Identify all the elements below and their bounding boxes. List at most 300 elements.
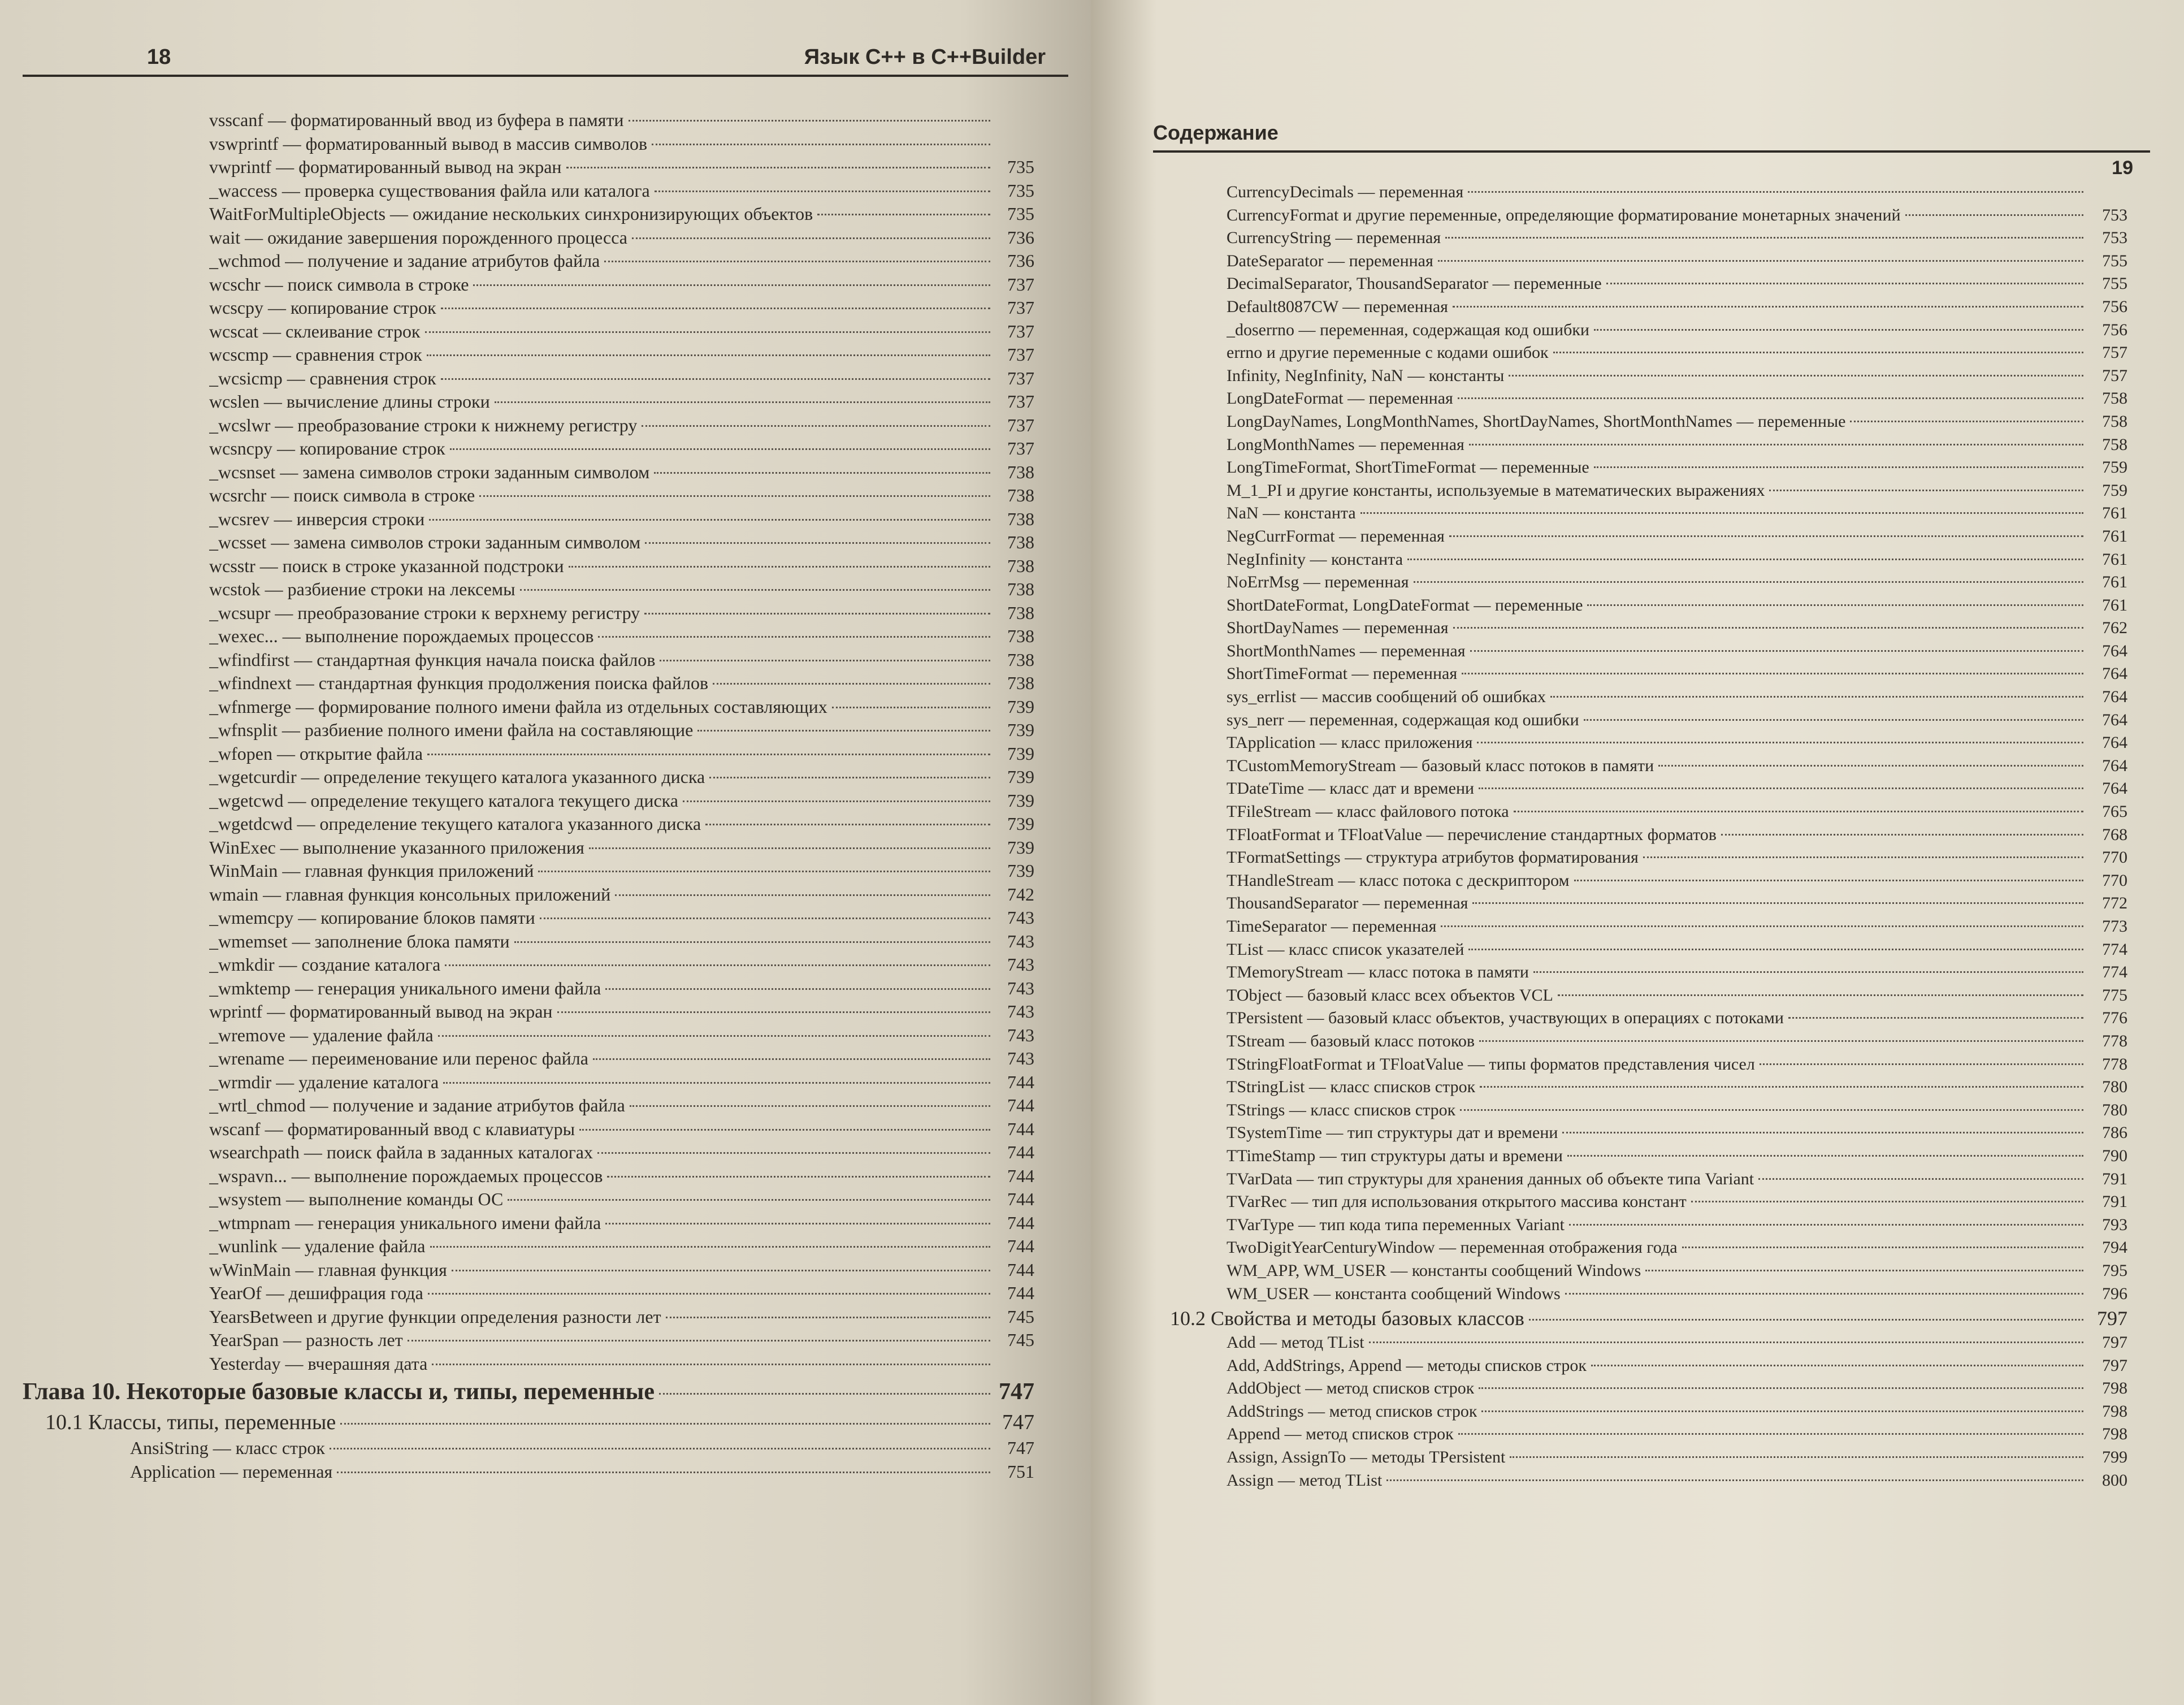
leader-dots (569, 566, 990, 568)
toc-entry (209, 508, 1034, 531)
toc-entry (1227, 479, 2127, 503)
toc-entry-page: 735 (1007, 157, 1034, 177)
toc-entry (1227, 800, 2127, 824)
toc-entry (1227, 1053, 2127, 1076)
toc-entry-page: 738 (1007, 626, 1034, 646)
toc-entry-page: 795 (2102, 1261, 2127, 1280)
toc-entry-page: 747 (1002, 1410, 1034, 1434)
leader-dots (607, 1176, 990, 1178)
toc-entry (1227, 1236, 2127, 1260)
leader-dots (1514, 811, 2083, 812)
toc-entry-label: vsscanf — форматированный ввод из буфера в памяти (209, 110, 624, 130)
toc-entry-page: 744 (1007, 1071, 1034, 1092)
toc-entry-page: 764 (2102, 710, 2127, 729)
toc-entry-page: 761 (2102, 595, 2127, 615)
toc-entry-label: TObject — базовый класс всех объектов VCL (1227, 985, 1553, 1005)
toc-entry-label: TFormatSettings — структура атрибутов форматирования (1227, 848, 1639, 867)
toc-entry-label: _wcsrev — инверсия строки (209, 508, 425, 529)
left-toc-list (23, 109, 1068, 1483)
toc-entry-label: TVarRec — тип для использования открытого массива констант (1227, 1192, 1687, 1211)
toc-entry-page: 739 (1007, 743, 1034, 764)
toc-entry (1227, 365, 2127, 388)
toc-entry-page: 743 (1007, 1024, 1034, 1045)
leader-dots (1769, 490, 2083, 491)
leader-dots (655, 191, 990, 192)
toc-entry-page: 758 (2102, 389, 2127, 408)
toc-entry-page: 778 (2102, 1054, 2127, 1074)
toc-entry (1227, 915, 2127, 938)
toc-entry (1227, 892, 2127, 915)
toc-entry (209, 672, 1034, 695)
toc-entry-label: _wtmpnam — генерация уникального имени файла (209, 1212, 601, 1233)
leader-dots (1445, 237, 2083, 239)
toc-entry-page: 743 (1007, 1048, 1034, 1068)
leader-dots (630, 1105, 990, 1107)
leader-dots (340, 1423, 990, 1425)
toc-entry-page: 744 (1007, 1142, 1034, 1162)
toc-entry-label: TCustomMemoryStream — базовый класс потоков в памяти (1227, 756, 1654, 775)
toc-entry-page: 799 (2102, 1448, 2127, 1467)
leader-dots (428, 1293, 990, 1295)
toc-entry (1227, 938, 2127, 962)
leader-dots (1369, 1342, 2083, 1343)
toc-entry-label: _wfindfirst — стандартная функция начала поиска файлов (209, 649, 656, 670)
section-heading (1170, 1305, 2127, 1331)
leader-dots (593, 1058, 990, 1060)
leader-dots (1569, 1224, 2083, 1226)
toc-entry (1227, 594, 2127, 617)
toc-entry (1227, 319, 2127, 342)
leader-dots (1438, 260, 2083, 262)
toc-entry (1227, 1007, 2127, 1030)
toc-entry-page: 743 (1007, 954, 1034, 975)
leader-dots (540, 918, 990, 919)
leader-dots (579, 1129, 990, 1131)
toc-entry-label: AddObject — метод списков строк (1227, 1379, 1475, 1398)
toc-entry (209, 625, 1034, 648)
leader-dots (1594, 466, 2083, 468)
toc-entry-page: 738 (1007, 602, 1034, 623)
toc-entry-label: wcscpy — копирование строк (209, 297, 436, 318)
leader-dots (1533, 971, 2083, 973)
leader-dots (1587, 604, 2083, 606)
toc-entry (209, 1000, 1034, 1024)
toc-entry (209, 1071, 1034, 1094)
toc-entry-page: 738 (1007, 532, 1034, 552)
toc-entry-page: 793 (2102, 1215, 2127, 1234)
toc-entry-page: 739 (1007, 696, 1034, 717)
toc-entry (1227, 296, 2127, 319)
leader-dots (1477, 742, 2083, 743)
leader-dots (1462, 673, 2083, 674)
toc-entry-label: DecimalSeparator, ThousandSeparator — переменные (1227, 274, 1602, 293)
toc-entry-label: Application — переменная (130, 1461, 333, 1482)
toc-entry-page: 737 (1007, 297, 1034, 318)
leader-dots (629, 120, 990, 122)
toc-entry-label: TPersistent — базовый класс объектов, участвующих в операциях с потоками (1227, 1009, 1784, 1028)
leader-dots (660, 660, 990, 661)
leader-dots (1441, 925, 2083, 927)
toc-entry (209, 930, 1034, 954)
toc-entry (209, 484, 1034, 508)
toc-entry (1227, 663, 2127, 686)
toc-entry (209, 226, 1034, 250)
toc-entry-label: _wgetcwd — определение текущего каталога текущего диска (209, 790, 678, 811)
leader-dots (1788, 1017, 2083, 1019)
toc-entry (1227, 686, 2127, 709)
toc-entry-label: wcsrchr — поиск символа в строке (209, 485, 475, 505)
toc-entry-label: _wgetdcwd — определение текущего каталога указанного диска (209, 813, 701, 834)
toc-entry-label: TwoDigitYearCenturyWindow — переменная отображения года (1227, 1238, 1678, 1257)
leader-dots (538, 871, 990, 872)
toc-entry-page: 737 (1007, 321, 1034, 341)
toc-entry (209, 859, 1034, 883)
leader-dots (705, 824, 990, 825)
toc-entry (1227, 1331, 2127, 1355)
toc-entry-label: _wfindnext — стандартная функция продолжения поиска файлов (209, 673, 709, 693)
leader-dots (473, 284, 990, 286)
toc-entry (209, 109, 1034, 132)
leader-dots (1509, 375, 2083, 377)
toc-entry-label: CurrencyFormat и другие переменные, определяющие форматирование монетарных значений (1227, 205, 1901, 224)
toc-entry-label: wcslen — вычисление длины строки (209, 391, 490, 412)
leader-dots (1721, 834, 2083, 836)
toc-entry (1227, 204, 2127, 227)
toc-entry-label: _wexec... — выполнение порождаемых процессов (209, 626, 594, 646)
toc-entry (1227, 1469, 2127, 1492)
leader-dots (1691, 1201, 2083, 1202)
toc-entry-page: 761 (2102, 549, 2127, 569)
toc-entry-page: 743 (1007, 1001, 1034, 1022)
toc-entry (1227, 387, 2127, 410)
toc-entry (209, 1047, 1034, 1071)
toc-entry (209, 437, 1034, 461)
leader-dots (1479, 1387, 2083, 1389)
toc-entry (1227, 434, 2127, 457)
toc-entry-label: sys_nerr — переменная, содержащая код ошибки (1227, 710, 1579, 729)
toc-entry-page: 753 (2102, 228, 2127, 248)
toc-entry-label: WM_APP, WM_USER — константы сообщений Windows (1227, 1261, 1641, 1280)
toc-entry-page: 738 (1007, 673, 1034, 693)
toc-entry-label: TApplication — класс приложения (1227, 733, 1473, 752)
toc-entry-label: Yesterday — вчерашняя дата (209, 1353, 428, 1374)
toc-entry-label: LongDayNames, LongMonthNames, ShortDayNames, ShortMonthNames — переменные (1227, 412, 1846, 431)
right-page-number: 19 (2112, 157, 2133, 179)
toc-entry-label: _wsystem — выполнение команды ОС (209, 1189, 504, 1209)
toc-entry-label: wcsstr — поиск в строке указанной подстроки (209, 555, 564, 576)
toc-entry-label: CurrencyDecimals — переменная (1227, 183, 1464, 201)
toc-entry-label: 10.1 Классы, типы, переменные (45, 1410, 336, 1434)
toc-entry (209, 812, 1034, 836)
toc-entry-label: TTimeStamp — тип структуры даты и времени (1227, 1146, 1563, 1165)
toc-entry-page: 745 (1007, 1306, 1034, 1327)
toc-entry (1227, 1423, 2127, 1446)
toc-entry (209, 249, 1034, 273)
toc-entry-label: _wrmdir — удаление каталога (209, 1071, 439, 1092)
toc-entry-label: _wmemset — заполнение блока памяти (209, 931, 510, 951)
toc-entry (1227, 227, 2127, 250)
leader-dots (654, 472, 990, 474)
section-heading (45, 1408, 1034, 1436)
leader-dots (1850, 421, 2083, 422)
toc-entry (209, 179, 1034, 203)
leader-dots (652, 144, 990, 145)
toc-entry-page: 735 (1007, 180, 1034, 201)
toc-entry-label: WaitForMultipleObjects — ожидание нескольких синхронизирующих объектов (209, 204, 813, 224)
leader-dots (1553, 352, 2083, 353)
leader-dots (427, 754, 990, 755)
toc-entry (209, 648, 1034, 672)
toc-entry (209, 953, 1034, 977)
toc-entry-label: TVarData — тип структуры для хранения данных об объекте типа Variant (1227, 1169, 1754, 1188)
toc-entry-label: NoErrMsg — переменная (1227, 573, 1409, 592)
leader-dots (1468, 949, 2083, 950)
toc-entry-page: 738 (1007, 461, 1034, 482)
right-running-title: Содержание (1153, 121, 1279, 144)
toc-entry-page: 761 (2102, 526, 2127, 546)
toc-entry-label: Add — метод TList (1227, 1333, 1364, 1352)
toc-entry-label: TStringFloatFormat и TFloatValue — типы форматов представления чисел (1227, 1054, 1755, 1074)
leader-dots (438, 1035, 990, 1037)
toc-entry-page: 762 (2102, 618, 2127, 638)
leader-dots (514, 941, 990, 943)
toc-entry-page: 761 (2102, 504, 2127, 523)
toc-entry-page: 775 (2102, 985, 2127, 1005)
toc-entry-page: 800 (2102, 1470, 2127, 1490)
toc-entry-label: _wfnmerge — формирование полного имени файла из отдельных составляющих (209, 696, 827, 717)
toc-entry-label: TVarType — тип кода типа переменных Variant (1227, 1215, 1565, 1234)
leader-dots (1574, 880, 2083, 881)
toc-entry-page: 768 (2102, 825, 2127, 844)
toc-entry-page: 770 (2102, 848, 2127, 867)
toc-entry (209, 343, 1034, 367)
leader-dots (479, 495, 990, 497)
toc-entry-page: 751 (1007, 1461, 1034, 1482)
toc-entry (209, 1305, 1034, 1329)
toc-entry-label: _wcslwr — преобразование строки к нижнему регистру (209, 414, 638, 435)
leader-dots (1591, 1365, 2083, 1366)
toc-entry-label: wcsncpy — копирование строк (209, 438, 445, 458)
toc-entry-page: 759 (2102, 481, 2127, 500)
toc-entry (1227, 846, 2127, 869)
leader-dots (1479, 1040, 2083, 1042)
toc-entry-label: _wcsnset — замена символов строки заданным символом (209, 461, 650, 482)
toc-entry-page: 773 (2102, 917, 2127, 936)
right-running-header (1153, 119, 2150, 153)
toc-entry-label: _wmemcpy — копирование блоков памяти (209, 907, 535, 928)
leader-dots (644, 613, 990, 615)
toc-entry-label: _wcsupr — преобразование строки к верхнему регистру (209, 602, 640, 623)
toc-entry-label: vswprintf — форматированный вывод в массив символов (209, 133, 648, 154)
leader-dots (330, 1448, 990, 1449)
toc-entry-label: errno и другие переменные с кодами ошибок (1227, 343, 1549, 362)
toc-entry-label: AddStrings — метод списков строк (1227, 1401, 1477, 1421)
toc-entry (130, 1460, 1034, 1484)
toc-entry-label: ShortDateFormat, LongDateFormat — переменные (1227, 595, 1583, 615)
toc-entry (1227, 640, 2127, 663)
toc-entry-page: 735 (1007, 204, 1034, 224)
leader-dots (337, 1472, 990, 1473)
toc-entry (1227, 824, 2127, 847)
toc-entry-label: DateSeparator — переменная (1227, 251, 1433, 270)
toc-entry-page: 757 (2102, 366, 2127, 385)
leader-dots (452, 1270, 990, 1271)
toc-entry-page: 764 (2102, 641, 2127, 660)
leader-dots (1360, 512, 2083, 514)
toc-entry-label: wcschr — поиск символа в строке (209, 274, 469, 295)
leader-dots (659, 1393, 990, 1395)
toc-entry-page: 744 (1007, 1118, 1034, 1139)
toc-entry-page: 747 (1007, 1438, 1034, 1458)
toc-entry (209, 1235, 1034, 1258)
toc-entry (1227, 1355, 2127, 1378)
toc-entry (209, 601, 1034, 625)
toc-entry (209, 578, 1034, 601)
toc-entry-label: TSystemTime — тип структуры дат и времени (1227, 1123, 1558, 1143)
toc-entry-page: 794 (2102, 1238, 2127, 1257)
toc-entry (1227, 341, 2127, 365)
leader-dots (1470, 650, 2083, 652)
toc-entry (209, 1024, 1034, 1048)
toc-entry-page: 739 (1007, 790, 1034, 811)
toc-entry (1227, 410, 2127, 434)
toc-entry-label: _wgetcurdir — определение текущего каталога указанного диска (209, 767, 705, 787)
toc-entry (1227, 1260, 2127, 1283)
toc-entry-label: NegCurrFormat — переменная (1227, 526, 1445, 546)
leader-dots (1565, 1293, 2083, 1295)
toc-entry-page: 755 (2102, 251, 2127, 270)
leader-dots (1481, 1410, 2083, 1412)
leader-dots (817, 214, 990, 215)
toc-entry (1227, 502, 2127, 525)
toc-entry (209, 390, 1034, 414)
leader-dots (508, 1199, 990, 1201)
toc-entry-page: 797 (2097, 1307, 2127, 1330)
toc-entry-page: 744 (1007, 1283, 1034, 1303)
toc-entry (209, 155, 1034, 179)
toc-entry-page: 780 (2102, 1100, 2127, 1119)
toc-entry-page: 798 (2102, 1401, 2127, 1421)
toc-entry (1227, 181, 2127, 204)
toc-entry-page: 737 (1007, 391, 1034, 412)
toc-entry-page: 759 (2102, 458, 2127, 477)
toc-entry-label: wWinMain — главная функция (209, 1259, 447, 1280)
toc-entry-page: 796 (2102, 1284, 2127, 1303)
toc-entry-page: 798 (2102, 1379, 2127, 1398)
leader-dots (1606, 283, 2083, 284)
toc-entry-label: TMemoryStream — класс потока в памяти (1227, 963, 1529, 982)
toc-entry-page: 739 (1007, 837, 1034, 858)
leader-dots (632, 237, 990, 239)
right-toc-list (1153, 181, 2150, 1492)
toc-entry-page: 770 (2102, 871, 2127, 890)
leader-dots (832, 707, 990, 708)
toc-entry (209, 132, 1034, 156)
toc-entry-page: 739 (1007, 813, 1034, 834)
toc-entry (1227, 456, 2127, 479)
toc-entry-page: 755 (2102, 274, 2127, 293)
toc-entry-page: 739 (1007, 860, 1034, 881)
toc-entry (1227, 548, 2127, 572)
toc-entry (1227, 732, 2127, 755)
toc-entry-page: 764 (2102, 733, 2127, 752)
toc-entry (209, 765, 1034, 789)
toc-entry-label: _wremove — удаление файла (209, 1024, 434, 1045)
toc-entry-label: TStringList — класс списков строк (1227, 1077, 1476, 1097)
leader-dots (1449, 535, 2083, 537)
leader-dots (430, 1246, 991, 1248)
toc-entry-page: 756 (2102, 320, 2127, 339)
toc-entry-label: _doserrno — переменная, содержащая код ошибки (1227, 320, 1589, 339)
toc-entry (209, 695, 1034, 719)
toc-entry-label: _wcsicmp — сравнения строк (209, 367, 436, 388)
toc-entry-label: THandleStream — класс потока с дескриптором (1227, 871, 1570, 890)
leader-dots (1386, 1479, 2083, 1481)
toc-entry (209, 555, 1034, 578)
leader-dots (1658, 765, 2083, 767)
toc-entry (209, 1118, 1034, 1141)
leader-dots (1458, 397, 2083, 399)
leader-dots (1760, 1063, 2083, 1065)
leader-dots (605, 988, 990, 990)
toc-entry (209, 1094, 1034, 1118)
toc-entry (209, 789, 1034, 813)
toc-entry-page: 776 (2102, 1009, 2127, 1028)
toc-entry-label: ShortDayNames — переменная (1227, 618, 1449, 638)
leader-dots (642, 425, 990, 427)
leader-dots (427, 354, 990, 356)
leader-dots (589, 847, 990, 849)
toc-entry-page: 747 (999, 1379, 1034, 1405)
toc-entry (209, 1328, 1034, 1352)
leader-dots (557, 1011, 990, 1013)
toc-entry-page: 790 (2102, 1146, 2127, 1165)
toc-entry (1227, 272, 2127, 296)
toc-entry-page: 764 (2102, 687, 2127, 707)
toc-entry-page: 774 (2102, 940, 2127, 959)
toc-entry (209, 1282, 1034, 1305)
toc-entry-label: WM_USER — константа сообщений Windows (1227, 1284, 1561, 1303)
toc-entry (209, 531, 1034, 555)
toc-entry-label: _wcsset — замена символов строки заданным символом (209, 532, 641, 552)
toc-entry-page: 743 (1007, 907, 1034, 928)
toc-entry-label: wcstok — разбиение строки на лексемы (209, 579, 515, 599)
left-page-number: 18 (147, 45, 171, 69)
leader-dots (1480, 1086, 2083, 1088)
leader-dots (1594, 329, 2083, 331)
toc-entry-label: _waccess — проверка существования файла или каталога (209, 180, 650, 201)
toc-entry-label: ShortTimeFormat — переменная (1227, 664, 1458, 683)
toc-entry-label: wprintf — форматированный вывод на экран (209, 1001, 553, 1022)
leader-dots (1584, 719, 2083, 721)
leader-dots (605, 1223, 990, 1224)
toc-entry (1227, 571, 2127, 594)
toc-entry-label: WinMain — главная функция приложений (209, 860, 534, 881)
leader-dots (597, 1152, 990, 1154)
toc-entry-page: 744 (1007, 1212, 1034, 1233)
toc-entry-page: 778 (2102, 1031, 2127, 1050)
toc-entry-label: NaN — константа (1227, 504, 1356, 523)
toc-entry (1227, 984, 2127, 1007)
toc-entry-label: sys_errlist — массив сообщений об ошибках (1227, 687, 1546, 707)
toc-entry-label: vwprintf — форматированный вывод на экран (209, 157, 562, 177)
toc-entry-label: M_1_PI и другие константы, используемые в математических выражениях (1227, 481, 1765, 500)
toc-entry-page: 744 (1007, 1259, 1034, 1280)
toc-entry-label: Assign — метод TList (1227, 1470, 1383, 1490)
toc-entry-label: Assign, AssignTo — методы TPersistent (1227, 1448, 1506, 1467)
toc-entry-page: 743 (1007, 931, 1034, 951)
toc-entry-page: 797 (2102, 1356, 2127, 1375)
